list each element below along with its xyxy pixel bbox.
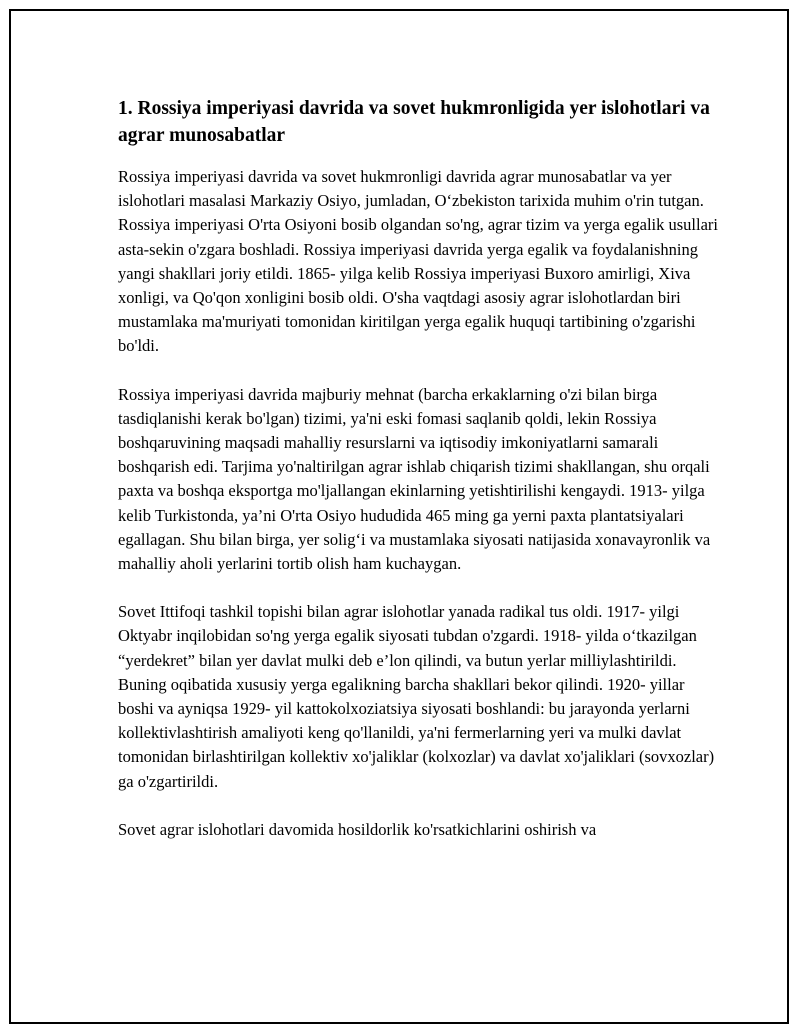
section-heading: 1. Rossiya imperiyasi davrida va sovet hukmronligida yer islohotlari va agrar munosabatlar <box>118 98 710 146</box>
paragraph-2: Rossiya imperiyasi davrida majburiy mehnat (barcha erkaklarning o'zi bilan birga tasdiqlanishi kerak bo'lgan) tizimi, ya'ni eski fomasi saqlanib qoldi, lekin Rossiya boshqaruvining maqsadi mahalliy resurslarni va iqtisodiy imkoniyatlarni samarali boshqarish edi. Tarjima yo'naltirilgan agrar ishlab chiqarish tizimi shakllangan, shu orqali paxta va boshqa eksportga mo'ljallangan ekinlarning yetishtirilishi kengaydi. 1913- yilga kelib Turkistonda, ya’ni O'rta Osiyo hududida 465 ming ga yerni paxta plantatsiyalari egallagan. Shu bilan birga, yer solig‘i va mustamlaka siyosati natijasida xonavayronlik va mahalliy aholi yerlarini tortib olish ham kuchaygan. <box>118 384 711 574</box>
paragraph-1: Rossiya imperiyasi davrida va sovet hukmronligi davrida agrar munosabatlar va yer islohotlari masalasi Markaziy Osiyo, jumladan, O‘zbekiston tarixida muhim o'rin tutgan. Rossiya imperiyasi O'rta Osiyoni bosib olgandan so'ng, agrar tizim va yerga egalik usullari asta-sekin o'zgara boshladi. Rossiya imperiyasi davrida yerga egalik va foydalanishning yangi shakllari joriy etildi. 1865- yilga kelib Rossiya imperiyasi Buxoro amirligi, Xiva xonligi, va Qo'qon xonligini bosib oldi. O'sha vaqtdagi asosiy agrar islohotlardan biri mustamlaka ma'muriyati tomonidan kiritilgan yerga egalik huquqi tartibining o'zgarishi bo'ldi. <box>118 167 718 356</box>
document-body <box>118 95 718 866</box>
paragraph-4: Sovet agrar islohotlari davomida hosildorlik ko'rsatkichlarini oshirish va <box>118 819 597 839</box>
paragraph-3: Sovet Ittifoqi tashkil topishi bilan agrar islohotlar yanada radikal tus oldi. 1917- yilgi Oktyabr inqilobidan so'ng yerga egalik siyosati tubdan o'zgardi. 1918- yilda o‘tkazilgan “yerdekret” bilan yer davlat mulki deb e’lon qilindi, va butun yerlar milliylashtirildi. Buning oqibatida xususiy yerga egalikning barcha shakllari bekor qilindi. 1920- yillar boshi va ayniqsa 1929- yil kattokolxoziatsiya siyosati boshlandi: bu jarayonda yerlarni kollektivlashtirish amaliyoti keng qo'llanildi, ya'ni fermerlarning yeri va mulki davlat tomonidan birlashtirilgan kollektiv xo'jaliklar (kolxozlar) va davlat xo'jaliklari (sovxozlar) ga o'zgartirildi. <box>118 602 715 791</box>
